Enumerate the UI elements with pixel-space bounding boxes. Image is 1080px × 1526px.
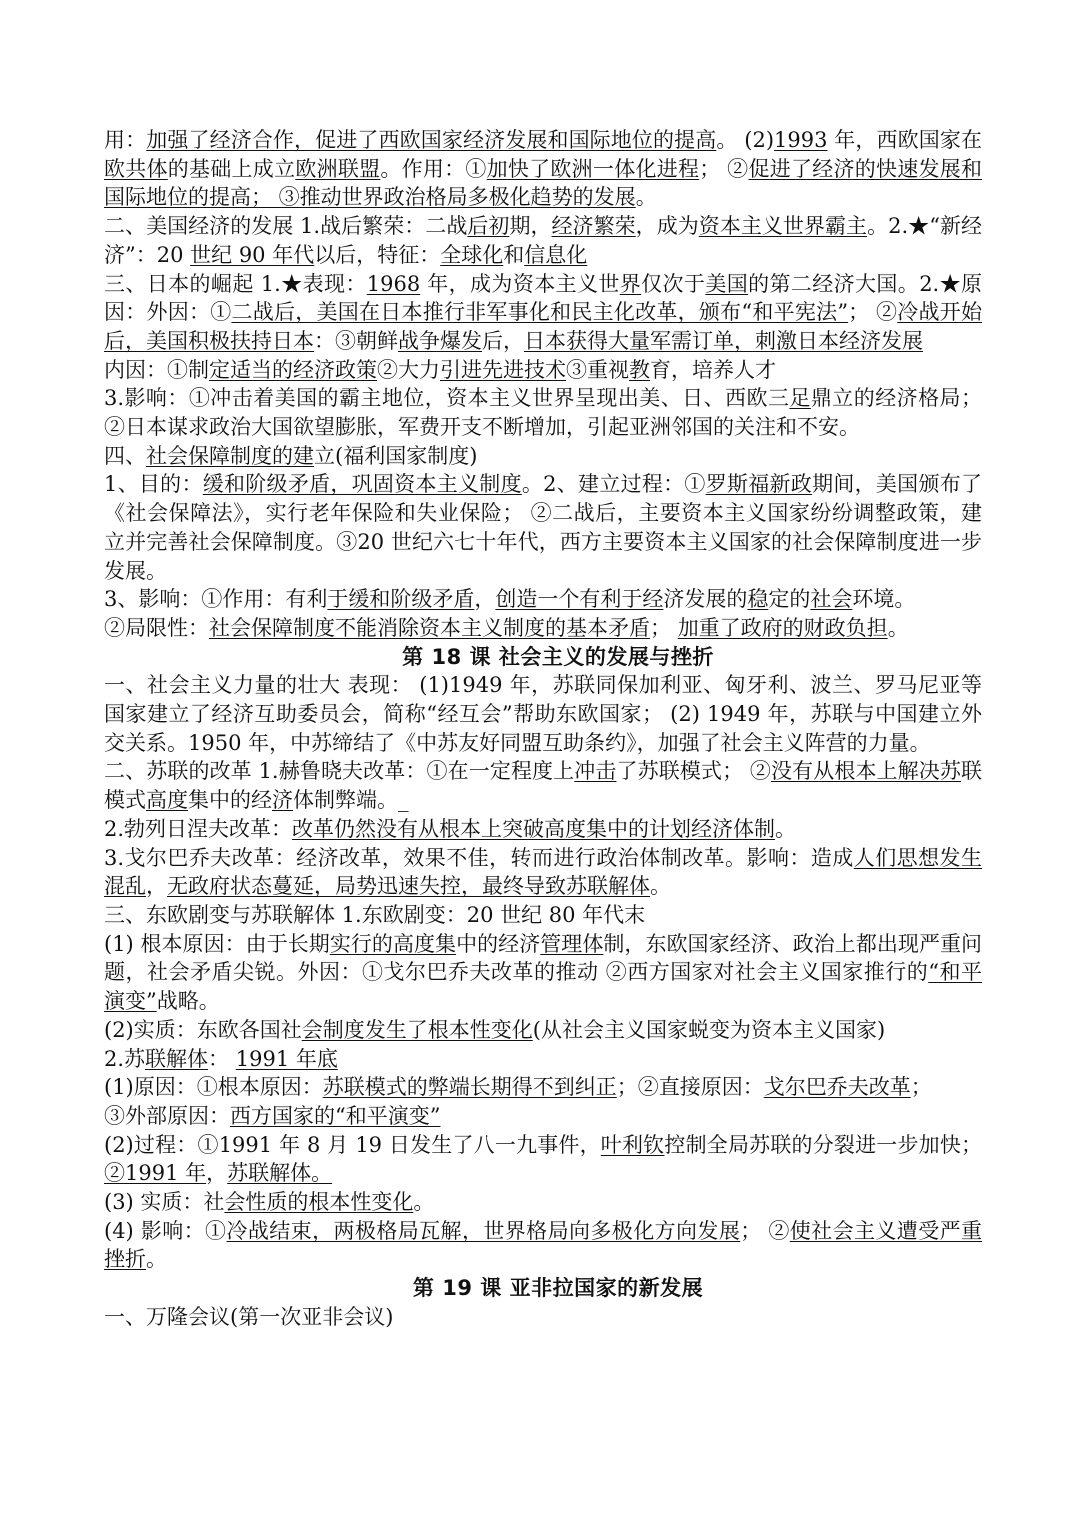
paragraph — [104, 585, 982, 614]
paragraph — [104, 815, 982, 844]
underlined-text: 教 — [629, 357, 650, 382]
paragraph — [104, 270, 982, 356]
underlined-text: 战争爆发 — [398, 328, 482, 353]
text-run: 3.戈尔巴乔夫改革：经济改革，效果不佳，转而进行政治体制改革。影响：造成 — [104, 845, 854, 870]
text-run: 了苏联模式； ② — [616, 759, 771, 784]
underlined-text: ； ③推动世界政治格局多极化趋势的发展 — [251, 185, 636, 210]
text-run: 年，成为资本主义世 — [420, 271, 620, 296]
text-run: ，成为 — [635, 214, 699, 239]
text-run: (4) 影响：① — [104, 1218, 227, 1243]
text-run: 3.影响：①冲击着美国的霸主地位，资本主义世界呈现出美、日、西欧三 — [104, 386, 790, 411]
underlined-text: 苏联模式的弊端长期得不到纠正 — [322, 1075, 617, 1100]
underlined-text: 资本主义世界霸主 — [698, 214, 868, 239]
underlined-text: 美国 — [705, 271, 749, 296]
text-run: 三、东欧剧变与苏联解体 1.东欧剧变：20 世纪 80 年代末 — [104, 902, 646, 927]
paragraph — [104, 901, 982, 930]
text-run: ； ② — [699, 156, 749, 181]
text-run: 一、万隆会议(第一次亚非会议) — [104, 1304, 394, 1329]
text-run: 。 — [887, 615, 909, 640]
section-19-body — [104, 1303, 982, 1332]
underlined-text: 欧洲联盟 — [295, 156, 381, 181]
text-run: (1)原因：①根本原因： — [104, 1075, 323, 1100]
text-run: ； — [910, 1075, 932, 1100]
text-run: ； ② — [740, 1218, 790, 1243]
underlined-text: 界 — [619, 271, 642, 296]
underlined-text: 全球化 — [440, 242, 504, 267]
text-run: 的基础上成立 — [167, 156, 296, 181]
text-run: 。 (2) — [716, 128, 775, 152]
underlined-text: 世纪 90 年代 — [190, 242, 315, 267]
text-run: (1) 根本原因：由于长期 — [104, 931, 330, 956]
text-run: ②局限性： — [104, 615, 209, 640]
text-run: ③外部原因： — [104, 1103, 230, 1128]
underlined-text: 联解体 — [145, 1046, 209, 1071]
underlined-text: 加强了经济合作，促进了西欧国家经济发展和国际地位的提高 — [146, 128, 717, 152]
paragraph — [104, 757, 982, 814]
underlined-text: 于缓和阶级矛盾 — [327, 587, 475, 612]
text-run: ； ② — [848, 300, 898, 325]
text-run: 联模式 — [104, 759, 983, 813]
text-run: ， — [474, 587, 496, 612]
text-run: 仅次于 — [641, 271, 706, 296]
paragraph — [104, 1217, 982, 1274]
text-run: 制，东欧国家经济、政治上都出现严重问题，社会矛盾尖锐。外因：①戈尔巴乔夫改革的推动 ②西方国家对社会主义国家推行的 — [104, 931, 983, 985]
text-run: 中的经济 — [456, 931, 541, 956]
text-run: 的第二经济大国。2.★原因：外因：① — [104, 271, 982, 325]
underlined-text: 冲击 — [574, 759, 617, 784]
text-run: ；②直接原因： — [616, 1075, 764, 1100]
paragraph — [104, 930, 982, 1016]
underlined-text: 苏联解体。 — [227, 1161, 333, 1186]
paragraph — [104, 126, 982, 212]
text-run: 。 — [650, 874, 671, 899]
text-run: (从社会主义国家蜕变为资本主义国家) — [532, 1017, 886, 1042]
lesson-19-heading: 第 19 课 亚非拉国家的新发展 — [412, 1276, 704, 1301]
underlined-text: 西方国家的“和平演变” — [230, 1103, 441, 1128]
paragraph — [104, 671, 982, 757]
underlined-text: 缓和阶级矛盾，巩固资本主义制度 — [202, 472, 522, 497]
underlined-text: 创造一个有利于经 — [495, 587, 664, 612]
underlined-text: 叶利钦 — [600, 1132, 665, 1157]
text-run: 期间，美国颁布了《社会保障法》，实行老年保险和失业保险； ②二战后，主要资本主义国家纷纷调整政策，建立并完善社会保障制度。③20 世纪六七十年代，西方主要资本主义国家的社会保障制度进一步发展。 — [104, 472, 982, 583]
underlined-text: 日本获得大量军需订单，刺激日本经济发展 — [524, 328, 923, 353]
paragraph — [104, 1102, 982, 1131]
paragraph — [104, 356, 982, 385]
text-run: 鼎立的经济格局； ②日本谋求政治大国欲望膨胀，军费开支不断增加，引起亚洲邻国的关注和不安。 — [104, 386, 983, 440]
paragraph — [104, 384, 982, 441]
underlined-text: 冷战开始后，美国积极扶持日本 — [104, 300, 983, 353]
underlined-text: 1991 年底 — [235, 1046, 338, 1071]
text-run: 。作用：① — [380, 156, 487, 181]
text-run: 。 — [413, 1190, 435, 1215]
underlined-text: 罗斯福新政 — [705, 472, 813, 497]
underlined-text: 1993 — [774, 128, 828, 152]
paragraph — [104, 470, 982, 585]
text-run: 3、影响：①作用：有利 — [104, 587, 328, 612]
underlined-text: 戈尔巴乔夫改革 — [763, 1075, 911, 1100]
paragraph — [104, 1016, 982, 1045]
section-18-body — [104, 671, 982, 1274]
text-run: ： — [208, 1046, 236, 1071]
text-run: 。 — [146, 1247, 167, 1272]
underlined-text: 会性质的根本性变化 — [224, 1190, 414, 1215]
underlined-text: 没有从根本上解决苏 — [771, 759, 962, 784]
text-run: ； — [650, 615, 678, 640]
text-run: 战略。 — [156, 989, 220, 1014]
text-run: 。2.★“新经济”：20 — [104, 214, 983, 267]
underlined-text: 社会 — [810, 587, 853, 612]
text-run: ③重视 — [566, 357, 629, 382]
text-run: 二、美国经济的发展 1.战后繁荣：二战 — [104, 214, 468, 239]
text-run: 体制弊端。_ — [293, 788, 409, 813]
text-run: (2)实质：东欧各国社 — [104, 1017, 302, 1042]
paragraph — [104, 614, 982, 643]
underlined-text: 使社会主义遭受严重挫折 — [104, 1218, 983, 1272]
underlined-text: 实行的高度集 — [329, 931, 457, 956]
text-run: 。2、建立过程：① — [521, 472, 706, 497]
text-run: ②大力 — [377, 357, 440, 382]
underlined-text: 改革仍然没有从根本上突破高度集中的计划经济体制 — [292, 816, 776, 841]
text-run: 一、社会主义力量的壮大 表现： (1)1949 年，苏联同保加利亚、匈牙利、波兰、罗马尼亚等国家建立了经济互助委员会，简称“经互会”帮助东欧国家； (2) 1949 年，苏联与中国建立外交关系。1950 年，中苏缔结了《中苏友好同盟互助条约》，加强了社会主义阵营的力量。 — [104, 673, 982, 755]
text-run: 2.勃列日涅夫改革： — [104, 816, 293, 841]
text-run: 后， — [482, 328, 524, 353]
text-run: 育，培养人才 — [650, 357, 776, 382]
text-run: 立(福利国家制度) — [314, 443, 478, 468]
underlined-text: 足 — [789, 386, 811, 411]
text-run: ， — [146, 874, 167, 899]
underlined-text: 引进先进技术 — [440, 357, 566, 382]
text-run: 济发展的 — [663, 587, 748, 612]
underlined-text: 后初 — [467, 214, 510, 239]
text-run: 2.苏 — [104, 1046, 146, 1071]
section-17-body — [104, 126, 982, 643]
text-run: 。 — [775, 816, 797, 841]
underlined-text: 高度 — [146, 788, 188, 813]
paragraph — [104, 1045, 982, 1074]
underlined-text: 促进了经济的快速发展和国际地位的提高 — [104, 156, 983, 210]
text-run: 1、目的： — [104, 472, 203, 497]
document-page — [104, 126, 982, 1332]
underlined-text: 社会保障制度不能消除资本主义制度的基本矛盾 — [209, 615, 650, 640]
text-run: (3) 实质：社 — [104, 1190, 225, 1215]
text-run: 期， — [509, 214, 552, 239]
underlined-text: 加重了政府的财政负担 — [677, 615, 888, 640]
text-run: ， — [206, 1161, 228, 1186]
paragraph — [104, 1073, 982, 1102]
text-run: 环境。 — [852, 587, 916, 612]
underlined-text: 欧共体 — [104, 156, 168, 181]
text-run: 用： — [104, 128, 147, 152]
paragraph — [104, 1131, 982, 1188]
underlined-text: 信息化 — [524, 242, 588, 267]
underlined-text: “和平演变” — [104, 960, 982, 1014]
underlined-text: ②1991 年 — [104, 1161, 207, 1186]
text-run: 三、日本的崛起 1.★表现： — [104, 271, 367, 296]
underlined-text: 二战后，美国在日本推行非军事化和民主化改革，颁布“和平宪法” — [231, 300, 849, 325]
underlined-text: 稳 — [747, 587, 769, 612]
text-run: 和 — [503, 242, 525, 267]
text-run: 二、苏联的改革 1.赫鲁晓夫改革：①在一定程度上 — [104, 759, 575, 784]
underlined-text: 管理体 — [540, 931, 604, 956]
underlined-text: 定适当的经济政策 — [209, 357, 377, 382]
underlined-text: 会制度发生了根本性变化 — [301, 1017, 533, 1042]
text-run: 内因：①制 — [104, 357, 209, 382]
text-run: 年，西欧国家在 — [827, 128, 982, 152]
text-run: 。 — [635, 185, 657, 210]
underlined-text: 济 — [272, 788, 293, 813]
text-run: 控制全局苏联的分裂进一步加快； — [664, 1132, 983, 1157]
text-run: 四、 — [104, 443, 146, 468]
lesson-18-heading: 第 18 课 社会主义的发展与挫折 — [402, 644, 714, 669]
underlined-text: 人们思想发生混乱 — [104, 845, 982, 899]
underlined-text: 经济繁荣 — [551, 214, 636, 239]
paragraph — [104, 442, 982, 471]
text-run: 集中的经 — [188, 788, 272, 813]
paragraph — [104, 212, 982, 269]
underlined-text: 冷战结束，两极格局瓦解，世界格局向多极化方向发展 — [226, 1218, 741, 1243]
paragraph — [104, 1303, 982, 1332]
underlined-text: 社会保障制度的建 — [146, 443, 314, 468]
underlined-text: 无政府状态蔓延，局势迅速失控，最终导致苏联解体 — [167, 874, 650, 899]
paragraph — [104, 1188, 982, 1217]
paragraph — [104, 844, 982, 901]
text-run: ：③朝鲜 — [314, 328, 398, 353]
underlined-text: 1968 — [366, 271, 421, 296]
text-run: (2)过程：①1991 年 8 月 19 日发生了八一九事件， — [104, 1132, 601, 1157]
underlined-text: 加快了欧洲一体化进程 — [486, 156, 700, 181]
text-run: 定的 — [768, 587, 811, 612]
text-run: 以后，特征： — [314, 242, 441, 267]
